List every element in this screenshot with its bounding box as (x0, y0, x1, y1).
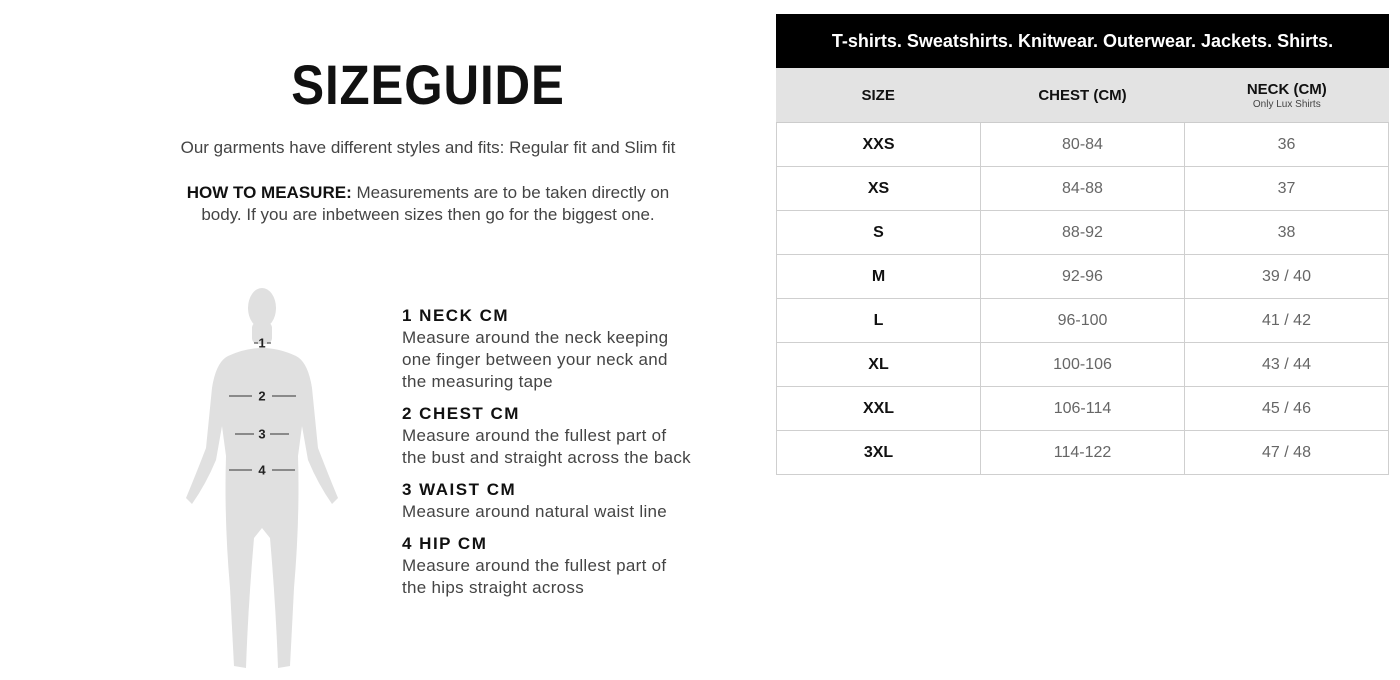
size-cell: S (776, 211, 980, 254)
neck-cell: 45 / 46 (1184, 387, 1389, 430)
chest-cell: 80-84 (980, 123, 1184, 166)
table-row (776, 299, 1389, 343)
neck-cell: 36 (1184, 123, 1389, 166)
step-description: Measure around natural waist line (402, 502, 668, 521)
chest-cell: 88-92 (980, 211, 1184, 254)
page-title: SIZEGUIDE (291, 53, 565, 116)
fit-subtitle: Our garments have different styles and fits: Regular fit and Slim fit (180, 138, 676, 157)
how-to-measure-label: HOW TO MEASURE: (186, 183, 352, 202)
chest-cell: 84-88 (980, 167, 1184, 210)
table-row (776, 255, 1389, 299)
chest-cell: 96-100 (980, 299, 1184, 342)
neck-cell: 41 / 42 (1184, 299, 1389, 342)
size-table (776, 14, 1389, 475)
column-header-chest (980, 68, 1184, 122)
chest-cell: 106-114 (980, 387, 1184, 430)
size-cell: XL (776, 343, 980, 386)
table-row (776, 211, 1389, 255)
neck-cell: 47 / 48 (1184, 431, 1389, 474)
step-waist (402, 479, 692, 523)
column-title: CHEST (CM) (1038, 86, 1127, 104)
marker-neck: 1 (258, 335, 266, 351)
body-figure (178, 288, 348, 672)
column-header-neck (1185, 68, 1389, 122)
table-row (776, 431, 1389, 475)
column-title: SIZE (861, 86, 895, 104)
size-cell: 3XL (776, 431, 980, 474)
neck-cell: 38 (1184, 211, 1389, 254)
how-to-measure (170, 182, 686, 226)
marker-hip: 4 (258, 462, 266, 478)
size-cell: L (776, 299, 980, 342)
how-to-measure-text: Measurements are to be taken directly on body. If you are inbetween sizes then go for the biggest one. (201, 183, 670, 224)
marker-waist: 3 (258, 426, 266, 442)
step-description: Measure around the fullest part of the bust and straight across the back (402, 426, 691, 467)
neck-cell: 43 / 44 (1184, 343, 1389, 386)
chest-cell: 114-122 (980, 431, 1184, 474)
table-row (776, 123, 1389, 167)
column-header-size (776, 68, 980, 122)
table-row (776, 167, 1389, 211)
size-cell: XS (776, 167, 980, 210)
neck-cell: 39 / 40 (1184, 255, 1389, 298)
chest-cell: 92-96 (980, 255, 1184, 298)
size-cell: M (776, 255, 980, 298)
table-row (776, 387, 1389, 431)
neck-cell: 37 (1184, 167, 1389, 210)
step-description: Measure around the neck keeping one finger between your neck and the measuring tape (402, 328, 669, 391)
size-cell: XXL (776, 387, 980, 430)
step-chest (402, 403, 692, 469)
step-hip (402, 533, 692, 599)
table-heading: T-shirts. Sweatshirts. Knitwear. Outerwear. Jackets. Shirts. (776, 14, 1389, 68)
step-title: 3 WAIST CM (402, 480, 517, 499)
column-title: NECK (CM) (1246, 80, 1327, 98)
step-title: 1 NECK CM (402, 306, 510, 325)
step-title: 4 HIP CM (402, 534, 488, 553)
chest-cell: 100-106 (980, 343, 1184, 386)
step-description: Measure around the fullest part of the hips straight across (402, 556, 667, 597)
step-neck (402, 305, 692, 393)
marker-chest: 2 (258, 388, 266, 404)
table-row (776, 343, 1389, 387)
step-title: 2 CHEST CM (402, 404, 520, 423)
size-cell: XXS (776, 123, 980, 166)
column-subtitle: Only Lux Shirts (1252, 98, 1321, 110)
measure-steps (402, 305, 692, 609)
table-header-row (776, 68, 1389, 123)
